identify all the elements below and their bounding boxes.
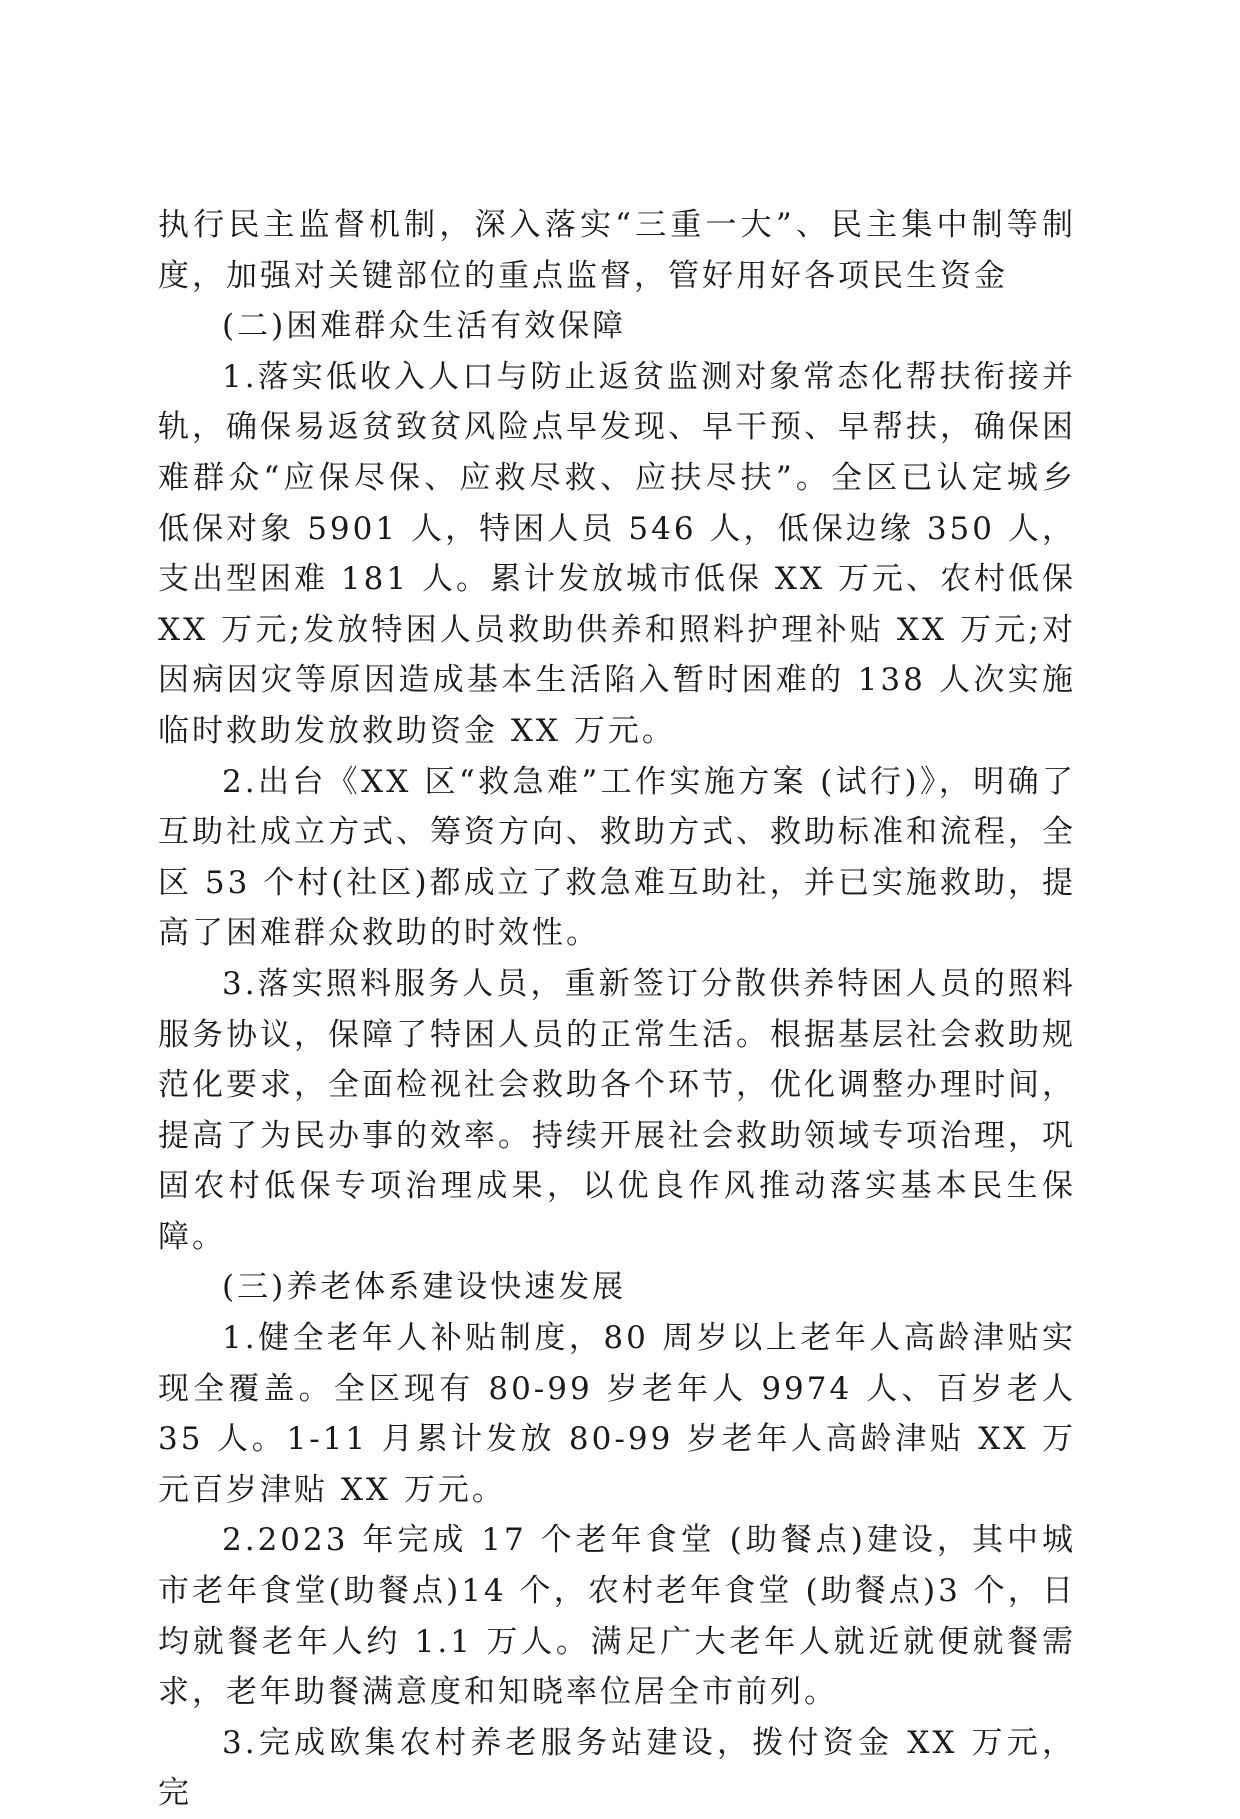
paragraph-care-services: 3.落实照料服务人员，重新签订分散供养特困人员的照料服务协议，保障了特困人员的正常生活。根据基层社会救助规范化要求，全面检视社会救助各个环节，优化调整办理时间，提高了为民办事的效率。持续开展社会救助领域专项治理，巩固农村低保专项治理成果，以优良作风推动落实基本民生保障。 (158, 965, 1076, 1255)
paragraph-elderly-canteens: 2.2023 年完成 17 个老年食堂 (助餐点)建设，其中城市老年食堂(助餐点)14 个，农村老年食堂 (助餐点)3 个，日均就餐老年人约 1.1 万人。满足广大老年人就近就便就餐需求，老年助餐满意度和知晓率位居全市前列。 (158, 1522, 1076, 1711)
paragraph-continuation: 执行民主监督机制，深入落实“三重一大”、民主集中制等制度，加强对关键部位的重点监督，管好用好各项民生资金 (158, 207, 1076, 294)
paragraph-emergency-relief: 2.出台《XX 区“救急难”工作实施方案 (试行)》，明确了互助社成立方式、筹资方向、救助方式、救助标准和流程，全区 53 个村(社区)都成立了救急难互助社，并已实施救助，提高了困难群众救助的时效性。 (158, 763, 1076, 952)
section-heading-difficult-groups: (二)困难群众生活有效保障 (222, 308, 627, 345)
paragraph-rural-elderly-station: 3.完成欧集农村养老服务站建设，拨付资金 XX 万元，完 (158, 1724, 1076, 1812)
section-heading-elderly-care: (三)养老体系建设快速发展 (222, 1269, 627, 1306)
document-body (158, 200, 1076, 1819)
paragraph-low-income-assistance: 1.落实低收入人口与防止返贫监测对象常态化帮扶衔接并轨，确保易返贫致贫风险点早发现、早干预、早帮扶，确保困难群众“应保尽保、应救尽救、应扶尽扶”。全区已认定城乡低保对象 5901 人，特困人员 546 人，低保边缘 350 人，支出型困难 181 人。累计发放城市低保 XX 万元、农村低保 XX 万元;发放特困人员救助供养和照料护理补贴 XX 万元;对因病因灾等原因造成基本生活陷入暂时困难的 138 人次实施临时救助发放救助资金 XX 万元。 (158, 358, 1076, 749)
paragraph-elderly-subsidy: 1.健全老年人补贴制度，80 周岁以上老年人高龄津贴实现全覆盖。全区现有 80-99 岁老年人 9974 人、百岁老人 35 人。1-11 月累计发放 80-99 岁老年人高龄津贴 XX 万元百岁津贴 XX 万元。 (158, 1320, 1076, 1508)
